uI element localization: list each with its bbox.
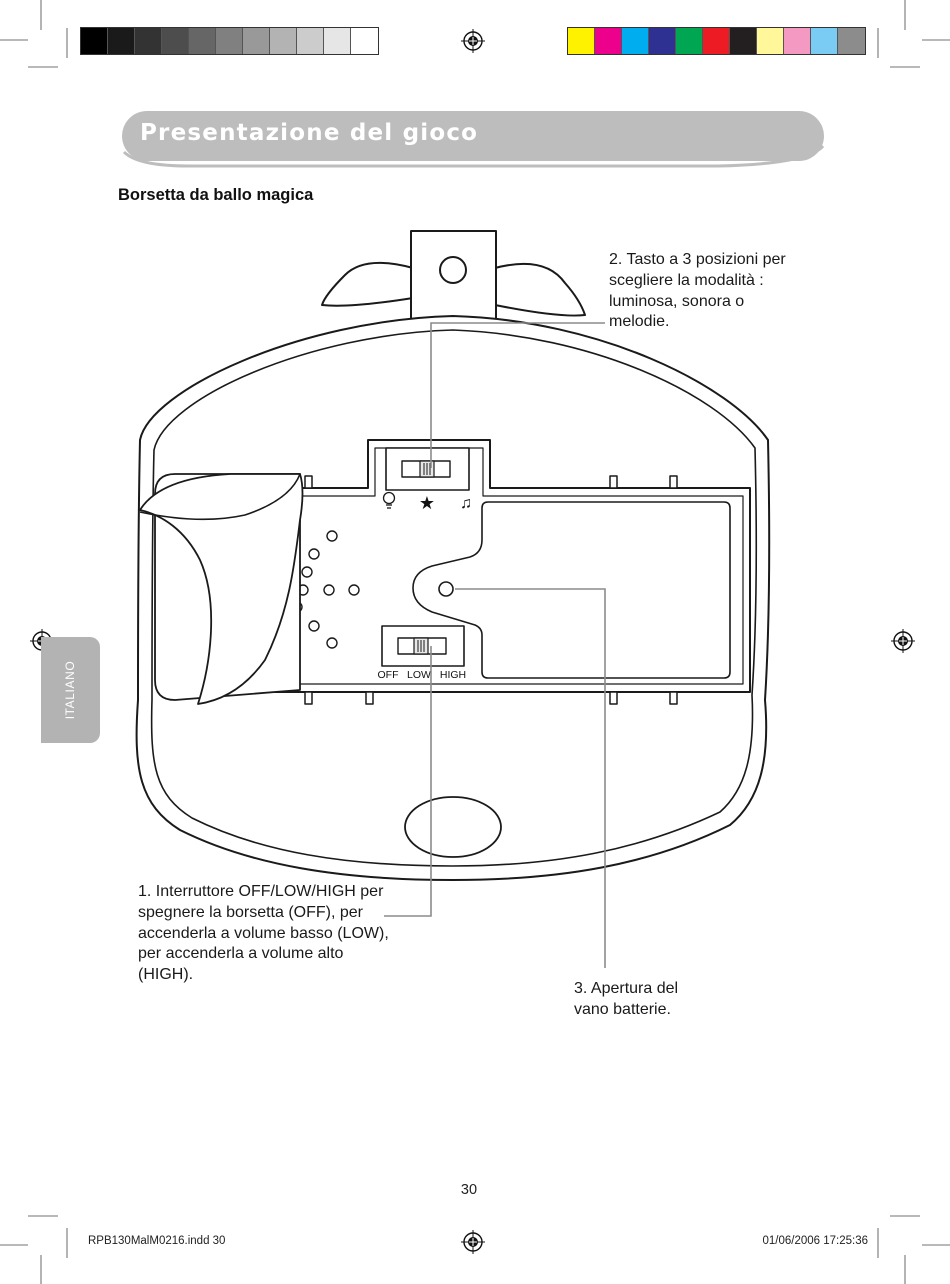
- product-subtitle: Borsetta da ballo magica: [118, 186, 314, 204]
- print-timestamp: 01/06/2006 17:25:36: [762, 1235, 868, 1247]
- language-label: ITALIANO: [63, 660, 77, 720]
- bottom-oval-light: [405, 797, 501, 857]
- page-number: 30: [460, 1182, 478, 1198]
- bow-right-wing: [495, 264, 585, 316]
- switch-label-low: LOW: [407, 669, 431, 681]
- callout-mode-switch: 2. Tasto a 3 posizioni per scegliere la modalità : luminosa, sonora o melodie.: [609, 251, 786, 331]
- strap-ring: [440, 257, 466, 283]
- callout-battery: 3. Apertura del vano batterie.: [574, 980, 679, 1018]
- bow-left-wing: [322, 263, 413, 306]
- switch-label-off: OFF: [377, 669, 399, 681]
- star-icon: ★: [418, 493, 436, 513]
- switch-label-high: HIGH: [439, 669, 467, 681]
- section-title: Presentazione del gioco: [140, 120, 479, 146]
- battery-screw: [439, 582, 453, 596]
- callout-power-switch: 1. Interruttore OFF/LOW/HIGH per spegnere la borsetta (OFF), per accenderla a volume basso (LOW), per accenderla a volume alto (HIGH).: [138, 883, 389, 984]
- music-note-icon: ♫: [460, 495, 472, 512]
- print-file-name: RPB130MalM0216.indd 30: [88, 1235, 226, 1247]
